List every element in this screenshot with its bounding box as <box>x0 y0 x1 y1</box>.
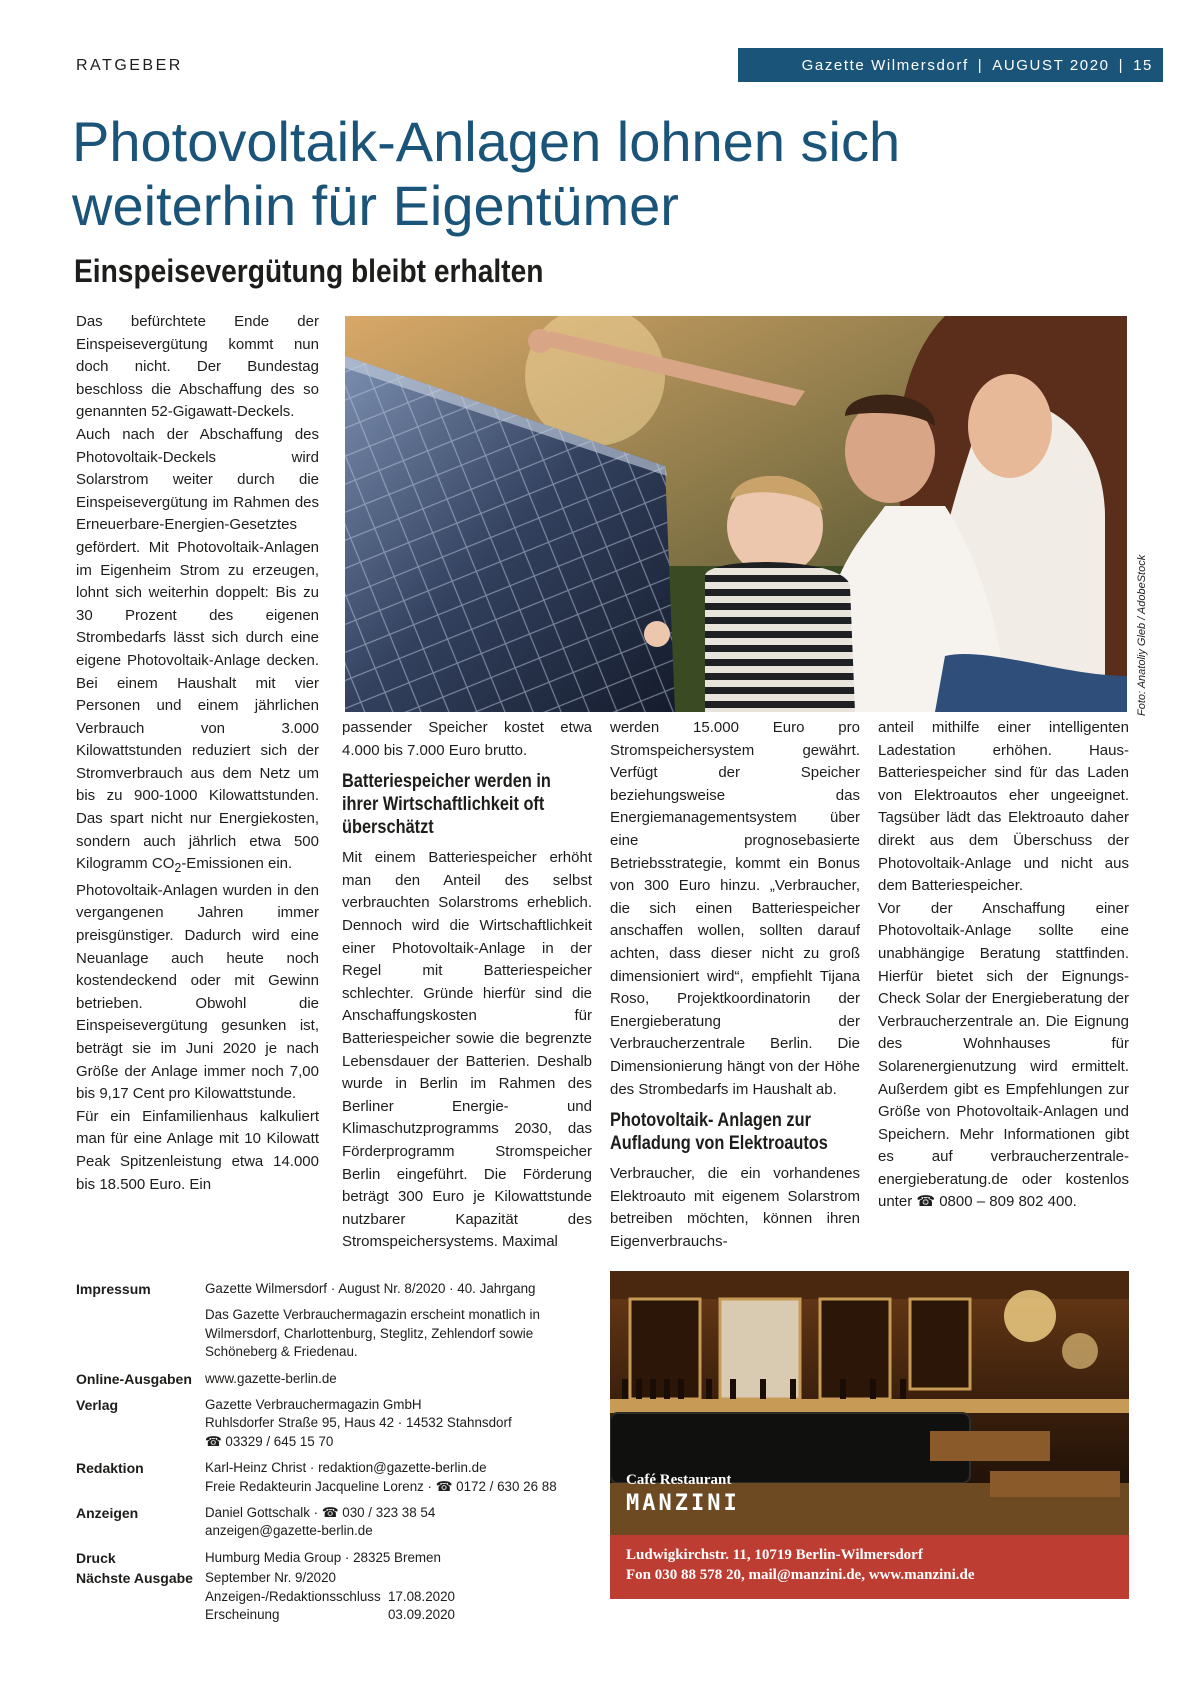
article-column-4 <box>878 717 1129 1214</box>
separator: | <box>1118 56 1125 74</box>
paragraph-text: Auch nach der Abschaffung des Photovoltaik-Deckels wird Solarstrom weiter durch die Einspeisevergütung im Rahmen des Erneuerbare-Energien-Gesetztes gefördert. Mit Photovoltaik-Anlagen im Eigenheim Strom zu erzeugen, lohnt sich weiterhin doppelt: Bis zu 30 Prozent des eigenen Strombedarfs lässt sich durch eine eigene Photovoltaik-Anlage decken. Bei einem Haushalt mit vier Personen und einem jährlichen Verbrauch von 3.000 Kilowattstunden reduziert sich der Stromverbrauch aus dem Netz um bis zu 900-1000 Kilowattstunden. Das spart nicht nur Energiekosten, sondern auch jährlich etwa 500 Kilogramm <box>76 425 319 873</box>
article-title <box>72 110 1152 238</box>
restaurant-logo: MANZINI <box>626 1491 740 1516</box>
release-label: Erscheinung <box>205 1607 280 1623</box>
page-number: 15 <box>1133 56 1153 74</box>
anzeigen-label: Anzeigen <box>76 1505 139 1522</box>
family-solar-panel-illustration <box>345 316 1127 712</box>
druck-label: Druck <box>76 1549 116 1566</box>
impressum-text: Gazette Wilmersdorf · August Nr. 8/2020 · 40. Jahrgang <box>205 1281 536 1296</box>
impressum-text: September Nr. 9/2020 <box>205 1570 337 1586</box>
article-title-line: Photovoltaik-Anlagen lohnen sich <box>72 110 901 173</box>
impressum-text: Daniel Gottschalk · ☎ 030 / 323 38 54 <box>205 1505 436 1521</box>
article-subtitle: Einspeisevergütung bleibt erhalten <box>74 253 544 289</box>
impressum-text: Humburg Media Group · 28325 Bremen <box>205 1549 441 1565</box>
deadline-date: 17.08.2020 <box>387 1588 455 1604</box>
section-heading: Batteriespeicher werden in ihrer Wirtschaftlichkeit oft überschätzt <box>342 771 551 839</box>
impressum-row <box>76 1459 616 1496</box>
impressum-value <box>205 1396 616 1451</box>
paragraph: passender Speicher kostet etwa 4.000 bis 7.000 Euro brutto. <box>342 719 592 759</box>
paragraph: Verbraucher, die ein vorhandenes Elektroauto mit eigenem Solarstrom betreiben möchten, können ihren Eigenverbrauchs- <box>610 1165 860 1250</box>
separator: | <box>977 56 984 74</box>
impressum-value <box>205 1504 616 1541</box>
restaurant-contact-bar <box>610 1535 1129 1599</box>
release-date: 03.09.2020 <box>387 1607 455 1623</box>
impressum-value <box>205 1280 616 1362</box>
photo-credit: Foto: Anatoliy Gleb / AdobeStock <box>1136 554 1148 716</box>
deadline-label: Anzeigen-/Redaktionsschluss <box>205 1588 381 1604</box>
paragraph: anteil mithilfe einer intelligenten Ladestation erhöhen. Haus-Batteriespeicher sind für das Laden von Elektroautos eher ungeeignet. Tagsüber lädt das Elektroauto daher direkt aus dem Überschuss der Photovoltaik-Anlage und nicht aus dem Batteriespeicher. <box>878 719 1129 895</box>
restaurant-brand <box>626 1472 740 1516</box>
impressum-label: Impressum <box>76 1281 151 1297</box>
impressum-text: Karl-Heinz Christ · redaktion@gazette-berlin.de <box>205 1460 487 1476</box>
paragraph: Photovoltaik-Anlagen wurden in den vergangenen Jahren immer preisgünstiger. Dadurch wird eine Neuanlage auch heute noch kostendeckend oder mit Gewinn betrieben. Obwohl die Einspeisevergütung gesunken ist, beträgt sie im Juni 2020 je nach Größe der Anlage immer noch 7,00 bis 9,17 Cent pro Kilowattstunde. <box>76 881 319 1103</box>
impressum-text: ☎ 03329 / 645 15 70 <box>205 1433 334 1449</box>
article-title-line: weiterhin für Eigentümer <box>72 174 679 237</box>
article-photo <box>345 316 1127 712</box>
issue-date: AUGUST 2020 <box>992 56 1110 74</box>
section-label: RATGEBER <box>76 57 183 74</box>
paragraph: Das befürchtete Ende der Einspeisevergütung kommt nun doch nicht. Der Bundestag beschloss die Abschaffung des so genannten 52-Gigawatt-Deckels. <box>76 313 319 421</box>
article-column-1 <box>76 311 319 1196</box>
impressum-text: Wilmersdorf, Charlottenburg, Steglitz, Zehlendorf sowie <box>205 1325 534 1341</box>
publication-name: Gazette Wilmersdorf <box>801 56 969 74</box>
impressum-row <box>76 1569 616 1624</box>
impressum-text: Ruhlsdorfer Straße 95, Haus 42 · 14532 Stahnsdorf <box>205 1415 512 1431</box>
verlag-label: Verlag <box>76 1397 119 1414</box>
release-row <box>205 1606 455 1624</box>
impressum-text: Gazette Verbrauchermagazin GmbH <box>205 1397 422 1413</box>
restaurant-type: Café Restaurant <box>626 1472 732 1488</box>
co2-tail: -Emissionen ein. <box>181 855 293 873</box>
next-issue-label: Nächste Ausgabe <box>76 1570 193 1587</box>
impressum-row <box>76 1504 616 1541</box>
impressum-text: Freie Redakteurin Jacqueline Lorenz · ☎ 0172 / 630 26 88 <box>205 1478 557 1494</box>
article-column-3 <box>610 717 860 1253</box>
impressum-value <box>205 1569 616 1624</box>
redaktion-label: Redaktion <box>76 1460 144 1477</box>
impressum-row <box>76 1370 616 1388</box>
section-heading: Photovoltaik- Anlagen zur Aufladung von Elektroautos <box>610 1110 828 1155</box>
impressum-row <box>76 1280 616 1362</box>
impressum-text: anzeigen@gazette-berlin.de <box>205 1523 373 1539</box>
co2-subscript: 2 <box>174 861 182 876</box>
page-header-bar <box>738 48 1163 82</box>
co2-term <box>151 855 293 876</box>
co2-text: CO <box>151 855 175 873</box>
impressum-value <box>205 1459 616 1496</box>
deadline-row <box>205 1588 455 1606</box>
article-column-2 <box>342 717 592 1254</box>
online-link[interactable]: www.gazette-berlin.de <box>205 1370 337 1386</box>
online-label: Online-Ausgaben <box>76 1370 192 1387</box>
restaurant-advertisement[interactable] <box>610 1271 1129 1599</box>
impressum-text: Das Gazette Verbrauchermagazin erscheint monatlich in <box>205 1307 540 1323</box>
paragraph: werden 15.000 Euro pro Stromspeichersystem gewährt. Verfügt der Speicher beziehungsweise das Energiemanagementsystem über eine prognosebasierte Betriebsstrategie, kommt ein Bonus von 300 Euro hinzu. „Verbraucher, die sich einen Batteriespeicher anschaffen wollen, sollten darauf achten, dass dieser nicht zu groß dimensioniert wird“, empfiehlt Tijana Roso, Projektkoordinatorin der Energieberatung der Verbraucherzentrale Berlin. Die Dimensionierung hängt von der Höhe des Strombedarfs im Haushalt ab. <box>610 719 860 1098</box>
impressum-text: Schöneberg & Friedenau. <box>205 1344 358 1360</box>
impressum-row <box>76 1396 616 1451</box>
restaurant-address: Ludwigkirchstr. 11, 10719 Berlin-Wilmersdorf <box>626 1547 923 1563</box>
paragraph: Für ein Einfamilienhaus kalkuliert man für eine Anlage mit 10 Kilowatt Peak Spitzenleistung etwa 14.000 bis 18.500 Euro. Ein <box>76 1107 319 1193</box>
paragraph: Mit einem Batteriespeicher erhöht man den Anteil des selbst verbrauchten Solarstroms erheblich. Dennoch wird die Wirtschaftlichkeit einer Photovoltaik-Anlage in der Regel mit Batteriespeicher schlechter. Gründe hierfür sind die Anschaffungskosten für Batteriespeicher sowie die begrenzte Lebensdauer der Batterien. Deshalb wurde in Berlin im Rahmen des Berliner Energie- und Klimaschutzprogramms 2030, das Förderprogramm Stromspeicher Berlin eingeführt. Die Förderung beträgt 300 Euro je Kilowattstunde nutzbarer Kapazität des Stromspeichersystems. Maximal <box>342 849 592 1251</box>
paragraph: Vor der Anschaffung einer Photovoltaik-Anlage sollte eine unabhängige Beratung stattfinden. Hierfür bietet sich der Eignungs-Check Solar der Energieberatung der Verbraucherzentrale an. Die Eignung des Wohnhauses für Solarenergienutzung wird ermittelt. Außerdem gibt es Empfehlungen zur Größe von Photovoltaik-Anlagen und Speichern. Mehr Informationen gibt es auf verbraucherzentrale-energieberatung.de oder kostenlos unter ☎ 0800 – 809 802 400. <box>878 899 1129 1211</box>
impressum-row <box>76 1549 616 1567</box>
restaurant-contact[interactable]: Fon 030 88 578 20, mail@manzini.de, www.manzini.de <box>626 1567 975 1583</box>
paragraph <box>76 424 319 880</box>
impressum-box <box>76 1280 616 1633</box>
